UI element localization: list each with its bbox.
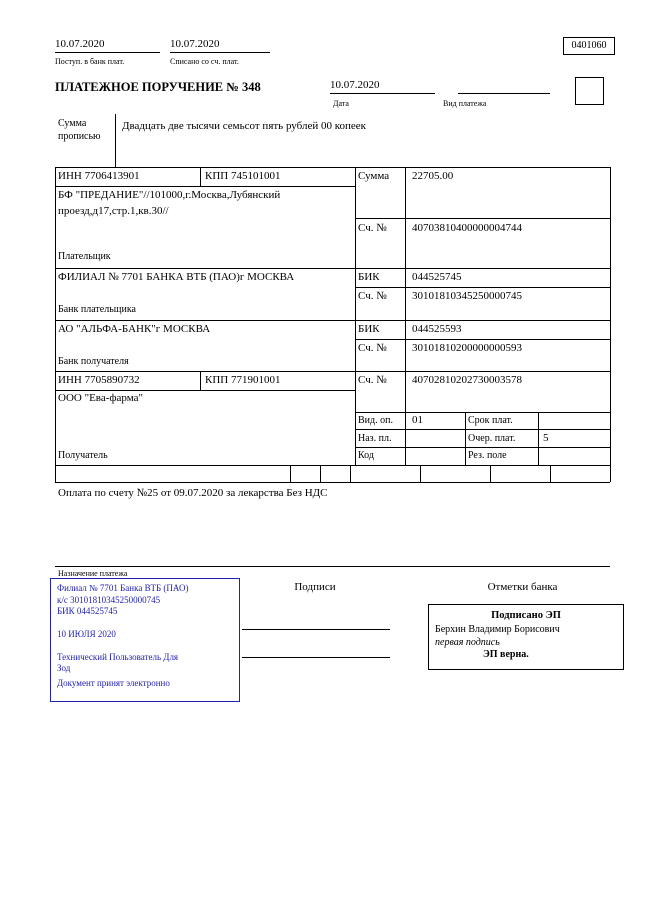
payer-inn: ИНН 7706413901: [58, 170, 140, 182]
grid-line: [350, 465, 351, 482]
payment-term-label: Срок плат.: [468, 415, 513, 426]
payer-bank-account-value: 30101810345250000745: [412, 290, 522, 302]
sum-label: Сумма: [358, 170, 390, 182]
grid-line: [355, 447, 610, 448]
date-label: Дата: [333, 99, 349, 108]
payee-account-value: 40702810202730003578: [412, 374, 522, 386]
payment-purpose-code-label: Наз. пл.: [358, 433, 392, 444]
payer-name-line1: БФ "ПРЕДАНИЕ"//101000,г.Москва,Лубянский: [58, 189, 281, 201]
debited-from-account-date: 10.07.2020: [170, 38, 270, 53]
payer-account-value: 40703810400000004744: [412, 222, 522, 234]
payer-bank-bik-value: 044525745: [412, 271, 462, 283]
grid-line: [355, 429, 610, 430]
reserve-field-label: Рез. поле: [468, 450, 507, 461]
payee-name: ООО "Ева-фарма": [58, 392, 143, 404]
grid-line: [538, 412, 539, 465]
payer-kpp: КПП 745101001: [205, 170, 281, 182]
bank-marks-heading: Отметки банка: [487, 581, 558, 593]
esign-stamp: [428, 604, 624, 670]
form-code-box: 0401060: [563, 37, 615, 55]
grid-line: [355, 339, 610, 340]
payment-purpose-text: Оплата по счету №25 от 09.07.2020 за лекарства Без НДС: [58, 487, 328, 499]
bank-stamp-line: Документ принят электронно: [57, 678, 170, 689]
payment-priority-label: Очер. плат.: [468, 433, 516, 444]
grid-line: [200, 167, 201, 186]
signatures-heading: Подписи: [294, 581, 336, 593]
payment-purpose-label: Назначение платежа: [58, 569, 128, 578]
grid-line: [200, 371, 201, 390]
esign-name: Берхин Владимир Борисович: [435, 624, 560, 636]
payee-account-label: Сч. №: [358, 374, 387, 386]
bank-stamp-line: к/с 30101810345250000745: [57, 594, 161, 605]
operation-kind-label: Вид. оп.: [358, 415, 393, 426]
grid-line: [55, 186, 355, 187]
grid-line: [55, 482, 610, 483]
payee-bank-bik-value: 044525593: [412, 323, 462, 335]
payer-bank-bik-label: БИК: [358, 271, 380, 283]
signature-line-1: [242, 629, 390, 630]
received-in-bank-date: 10.07.2020: [55, 38, 160, 53]
payee-bank-section-label: Банк получателя: [58, 356, 129, 367]
bank-stamp-line: БИК 044525745: [57, 606, 118, 617]
payment-priority-value: 5: [543, 432, 549, 444]
payee-bank-account-value: 30101810200000000593: [412, 342, 522, 354]
grid-line: [355, 167, 356, 465]
payment-kind-field: [458, 79, 550, 94]
grid-line: [405, 167, 406, 465]
payee-bank-name: АО "АЛЬФА-БАНК"г МОСКВА: [58, 323, 211, 335]
debited-from-account-label: Списано со сч. плат.: [170, 57, 239, 66]
document-kind-box: [575, 77, 604, 105]
payee-section-label: Получатель: [58, 450, 108, 461]
grid-line: [55, 268, 610, 269]
grid-line: [490, 465, 491, 482]
sum-value: 22705.00: [412, 170, 454, 182]
grid-line: [290, 465, 291, 482]
grid-line: [55, 390, 355, 391]
esign-role: первая подпись: [435, 636, 500, 648]
grid-line: [355, 218, 610, 219]
bank-stamp-line: Филиал № 7701 Банка ВТБ (ПАО): [57, 583, 189, 593]
grid-line: [55, 320, 610, 321]
amount-in-words-value: Двадцать две тысячи семьсот пять рублей 00 копеек: [122, 120, 367, 132]
grid-line: [55, 465, 610, 466]
document-title: ПЛАТЕЖНОЕ ПОРУЧЕНИЕ № 348: [55, 80, 261, 94]
payer-bank-section-label: Банк плательщика: [58, 304, 136, 315]
grid-line: [465, 412, 466, 465]
grid-line: [610, 167, 611, 482]
grid-line: [355, 412, 610, 413]
grid-line: [355, 287, 610, 288]
payee-inn: ИНН 7705890732: [58, 374, 140, 386]
grid-line: [115, 114, 116, 167]
payee-kpp: КПП 771901001: [205, 374, 281, 386]
payer-name-line2: проезд,д17,стр.1,кв.30//: [58, 205, 169, 217]
amount-words-label-1: Сумма: [58, 118, 87, 129]
operation-kind-value: 01: [412, 414, 423, 426]
bank-stamp-line: 10 ИЮЛЯ 2020: [57, 629, 116, 640]
grid-line: [55, 566, 610, 567]
bank-stamp-line: Зод: [57, 663, 71, 674]
payer-bank-account-label: Сч. №: [358, 290, 387, 302]
document-date-field: 10.07.2020: [330, 79, 435, 94]
grid-line: [420, 465, 421, 482]
grid-line: [55, 371, 610, 372]
received-in-bank-label: Поступ. в банк плат.: [55, 57, 125, 66]
bank-stamp: [50, 578, 240, 702]
grid-line: [55, 167, 56, 482]
esign-title: Подписано ЭП: [491, 610, 561, 621]
payee-bank-account-label: Сч. №: [358, 342, 387, 354]
payee-bank-bik-label: БИК: [358, 323, 380, 335]
payment-kind-label: Вид платежа: [443, 99, 487, 108]
bank-stamp-line: Технический Пользователь Для: [57, 651, 179, 662]
payer-account-label: Сч. №: [358, 222, 387, 234]
grid-line: [320, 465, 321, 482]
payer-section-label: Плательщик: [58, 251, 111, 262]
signature-line-2: [242, 657, 390, 658]
amount-words-label-2: прописью: [58, 131, 101, 142]
esign-verified: ЭП верна.: [483, 649, 529, 661]
code-label: Код: [358, 450, 374, 461]
payer-bank-name: ФИЛИАЛ № 7701 БАНКА ВТБ (ПАО)г МОСКВА: [58, 271, 295, 283]
grid-line: [55, 167, 610, 168]
grid-line: [550, 465, 551, 482]
